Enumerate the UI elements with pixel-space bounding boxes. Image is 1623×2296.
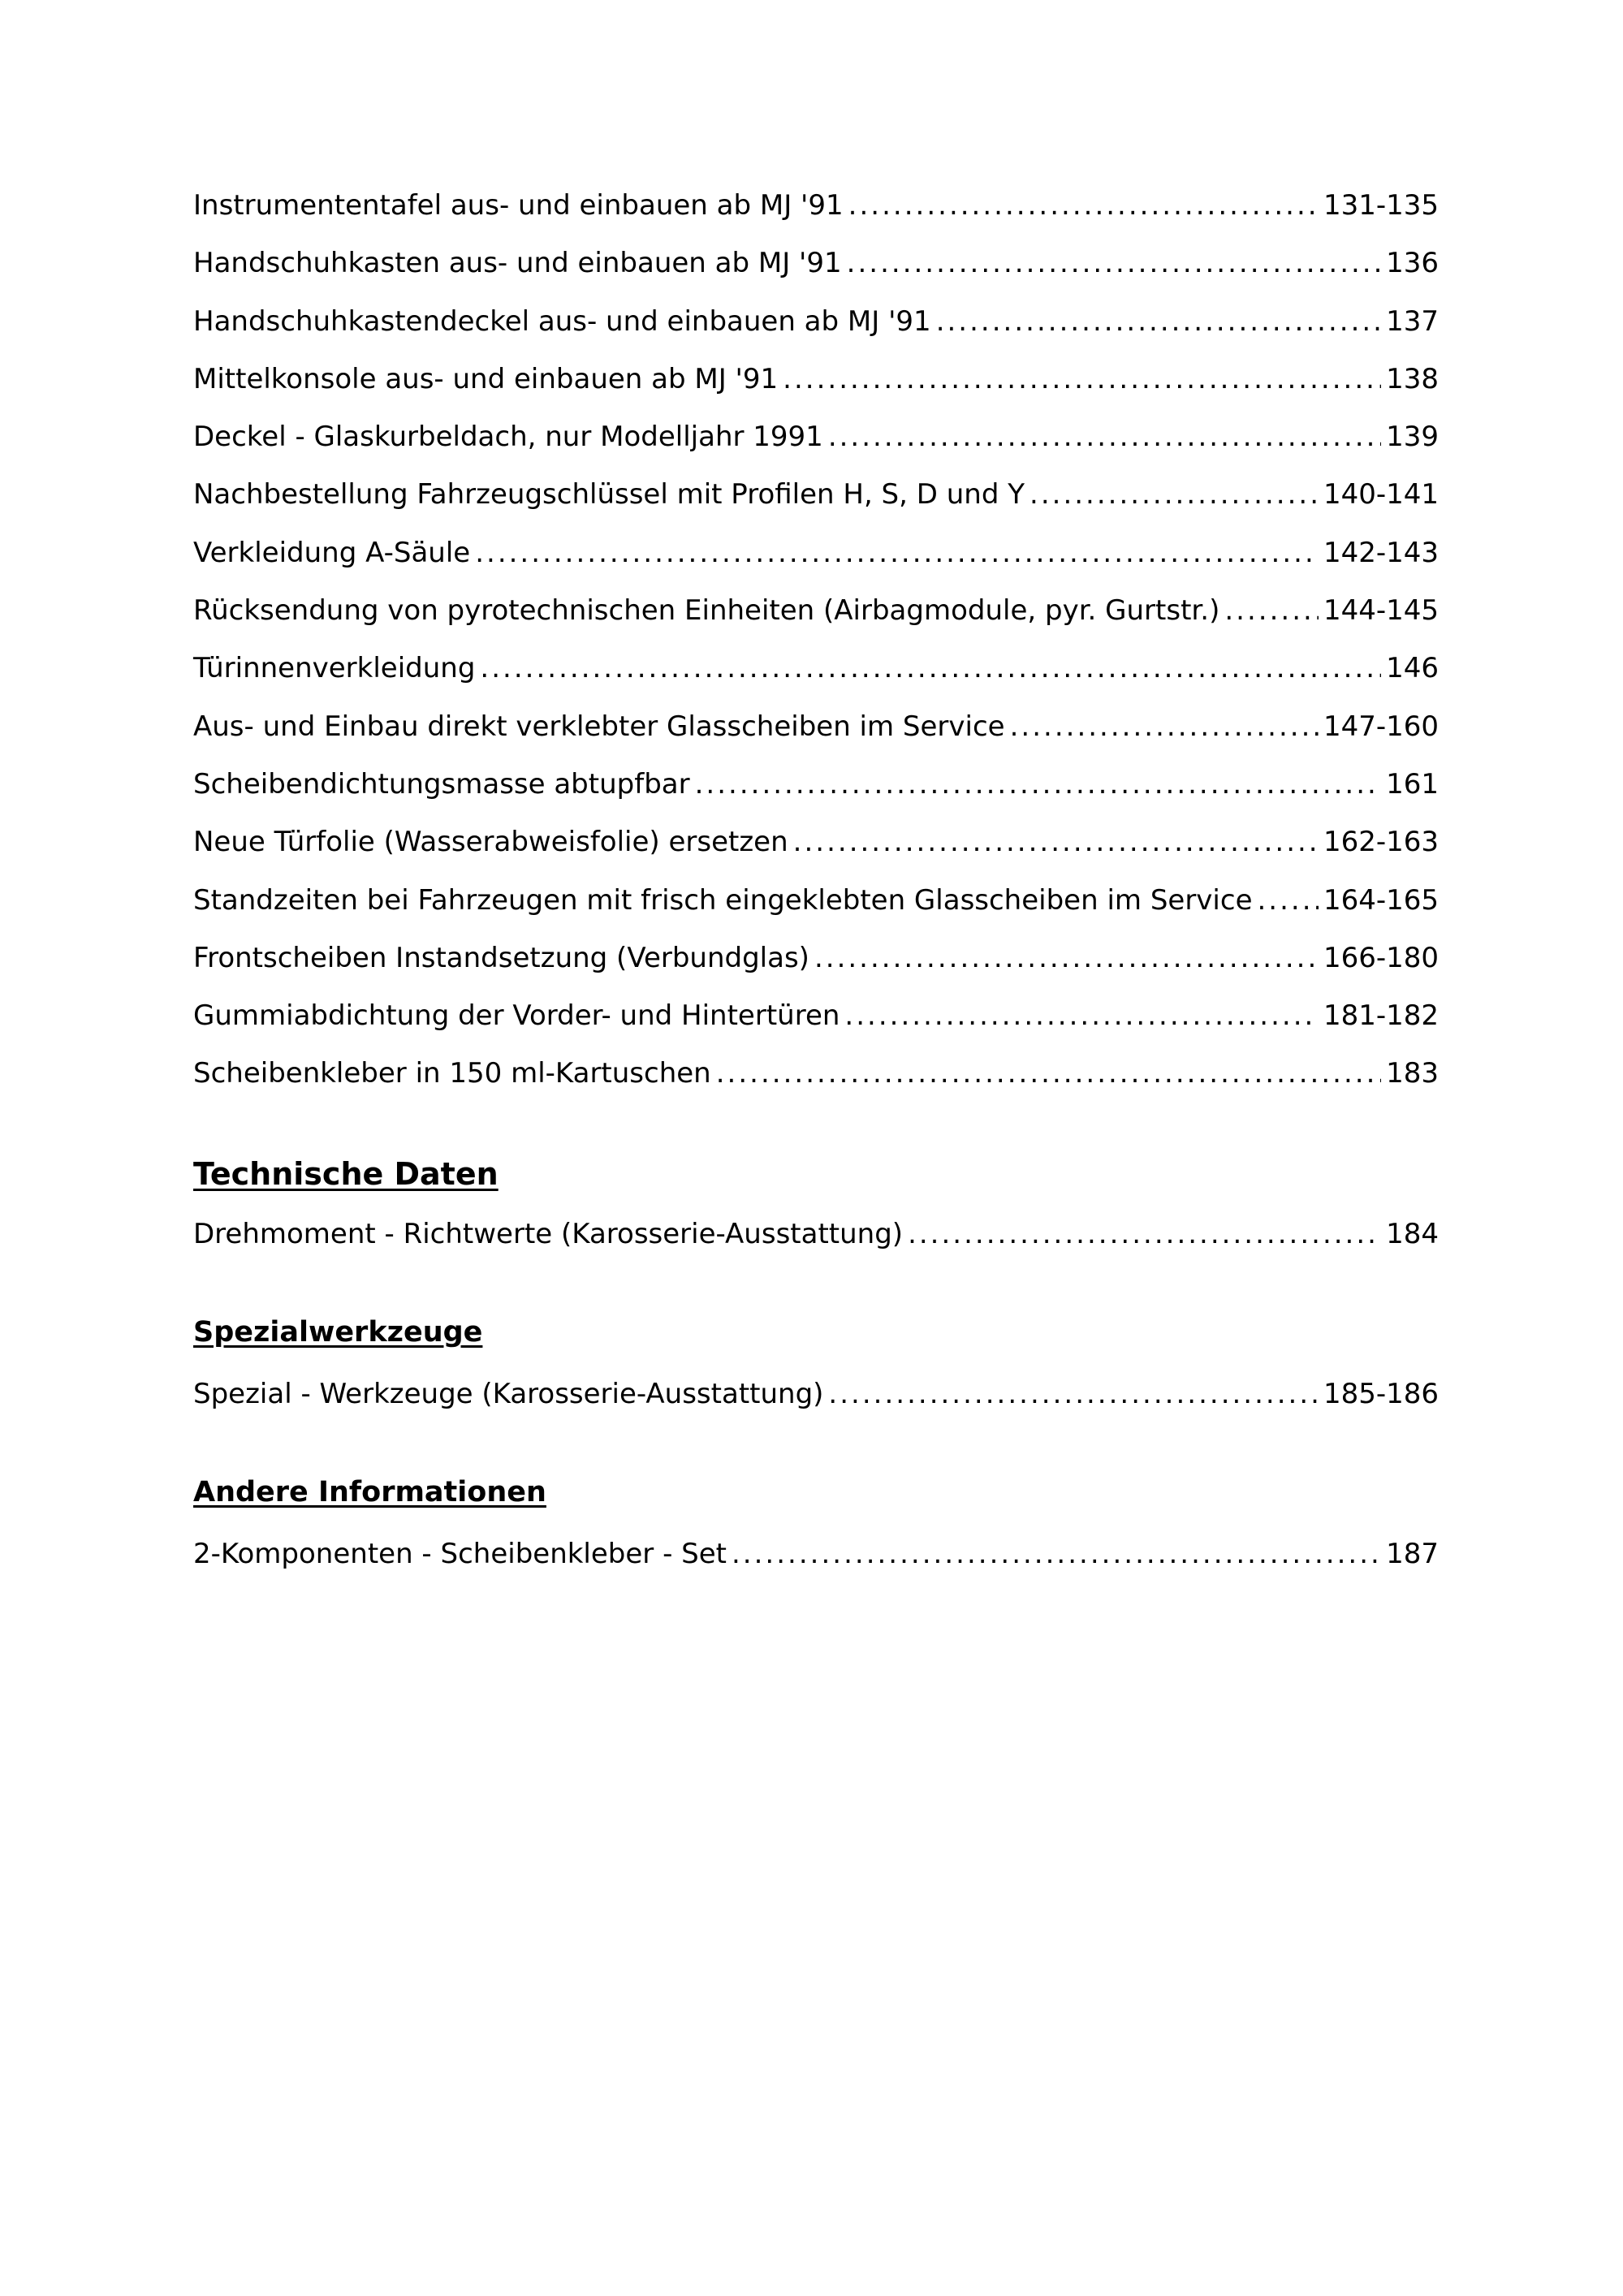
toc-entry[interactable]: [193, 478, 1439, 538]
toc-dot-leader: [480, 654, 1381, 682]
toc-entry-title: Gummiabdichtung der Vorder- und Hintertüren: [193, 999, 840, 1033]
toc-entry[interactable]: [193, 423, 1439, 481]
toc-dot-leader: [1029, 481, 1319, 508]
toc-entry-page: 147-160: [1323, 710, 1439, 743]
toc-entry[interactable]: [193, 362, 1439, 423]
toc-entry-page: 138: [1386, 362, 1439, 395]
toc-dot-leader: [783, 365, 1381, 393]
toc-dot-leader: [844, 1002, 1319, 1029]
toc-entry-title: Handschuhkastendeckel aus- und einbauen ab MJ '91: [193, 304, 931, 338]
toc-entry-title: Drehmoment - Richtwerte (Karosserie-Ausstattung): [193, 1217, 904, 1250]
toc-dot-leader: [716, 1060, 1381, 1087]
toc-entry-page: 146: [1386, 652, 1439, 685]
toc-entry-title: Instrumententafel aus- und einbauen ab MJ '91: [193, 189, 844, 222]
section-heading: Technische Daten: [193, 1155, 499, 1192]
section-heading: Andere Informationen: [193, 1476, 546, 1509]
toc-entry[interactable]: [193, 941, 1439, 1002]
toc-entry-page: 184: [1386, 1217, 1439, 1250]
toc-entry-title: Neue Türfolie (Wasserabweisfolie) ersetzen: [193, 826, 788, 859]
toc-dot-leader: [475, 539, 1319, 567]
toc-dot-leader: [695, 770, 1382, 798]
toc-entry-page: 131-135: [1323, 189, 1439, 222]
toc-dot-leader: [908, 1220, 1381, 1248]
toc-entry-page: 162-163: [1323, 826, 1439, 859]
toc-dot-leader: [1224, 597, 1319, 624]
toc-dot-leader: [936, 308, 1381, 335]
section-andere-informationen: [193, 1478, 1439, 1598]
toc-entry-title: Deckel - Glaskurbeldach, nur Modelljahr 1991: [193, 421, 823, 454]
toc-entry[interactable]: [193, 654, 1439, 712]
toc-entry-page: 181-182: [1323, 999, 1439, 1033]
toc-dot-leader: [848, 192, 1319, 219]
toc-entry[interactable]: [193, 767, 1439, 828]
toc-entry[interactable]: [193, 1380, 1439, 1438]
toc-entry[interactable]: [193, 828, 1439, 886]
toc-entry-page: 142-143: [1323, 536, 1439, 569]
toc-entry-title: Rücksendung von pyrotechnischen Einheiten (Airbagmodule, pyr. Gurtstr.): [193, 594, 1220, 628]
toc-entry-title: Nachbestellung Fahrzeugschlüssel mit Profilen H, S, D und Y: [193, 478, 1025, 511]
toc-entry-page: 161: [1386, 767, 1439, 801]
toc-dot-leader: [814, 944, 1319, 972]
toc-entry[interactable]: [193, 710, 1439, 770]
toc-entry[interactable]: [193, 536, 1439, 597]
toc-entry[interactable]: [193, 1540, 1439, 1598]
toc-entry-title: Standzeiten bei Fahrzeugen mit frisch eingeklebten Glasscheiben im Service: [193, 883, 1253, 917]
toc-entry-title: Türinnenverkleidung: [193, 652, 476, 685]
toc-dot-leader: [1010, 713, 1319, 740]
section-heading: Spezialwerkzeuge: [193, 1316, 483, 1349]
toc-entry[interactable]: [193, 1057, 1439, 1117]
section-spezialwerkzeuge: [193, 1318, 1439, 1438]
toc-entry[interactable]: [193, 883, 1439, 944]
toc-entry-title: Scheibenkleber in 150 ml-Kartuschen: [193, 1057, 711, 1090]
toc-entry-title: Frontscheiben Instandsetzung (Verbundglas): [193, 941, 809, 974]
toc-dot-leader: [1257, 887, 1318, 914]
toc-entry-title: 2-Komponenten - Scheibenkleber - Set: [193, 1538, 727, 1571]
toc-entry[interactable]: [193, 1217, 1439, 1278]
toc-dot-leader: [828, 423, 1381, 451]
toc-entry-title: Scheibendichtungsmasse abtupfbar: [193, 767, 690, 801]
toc-entry-page: 140-141: [1323, 478, 1439, 511]
toc-list: [193, 189, 1439, 1118]
toc-entry-page: 164-165: [1323, 883, 1439, 917]
table-of-contents: [193, 189, 1439, 1599]
toc-entry-page: 166-180: [1323, 941, 1439, 974]
toc-entry-page: 136: [1386, 247, 1439, 280]
toc-entry-title: Spezial - Werkzeuge (Karosserie-Ausstattung): [193, 1378, 824, 1411]
toc-entry-page: 144-145: [1323, 594, 1439, 628]
toc-entry-page: 139: [1386, 421, 1439, 454]
toc-entry[interactable]: [193, 249, 1439, 307]
toc-entry-title: Mittelkonsole aus- und einbauen ab MJ '91: [193, 362, 779, 395]
toc-entry[interactable]: [193, 304, 1439, 365]
toc-entry[interactable]: [193, 594, 1439, 654]
toc-entry-title: Aus- und Einbau direkt verklebter Glasscheiben im Service: [193, 710, 1005, 743]
toc-entry[interactable]: [193, 999, 1439, 1060]
toc-entry-page: 187: [1386, 1538, 1439, 1571]
toc-dot-leader: [847, 249, 1381, 277]
toc-entry[interactable]: [193, 189, 1439, 249]
toc-dot-leader: [732, 1540, 1381, 1568]
toc-entry-page: 137: [1386, 304, 1439, 338]
section-technische-daten: [193, 1155, 1439, 1278]
toc-dot-leader: [828, 1380, 1319, 1408]
toc-entry-page: 183: [1386, 1057, 1439, 1090]
toc-entry-title: Verkleidung A-Säule: [193, 536, 471, 569]
toc-entry-page: 185-186: [1323, 1378, 1439, 1411]
toc-dot-leader: [793, 828, 1319, 856]
toc-entry-title: Handschuhkasten aus- und einbauen ab MJ '91: [193, 247, 842, 280]
